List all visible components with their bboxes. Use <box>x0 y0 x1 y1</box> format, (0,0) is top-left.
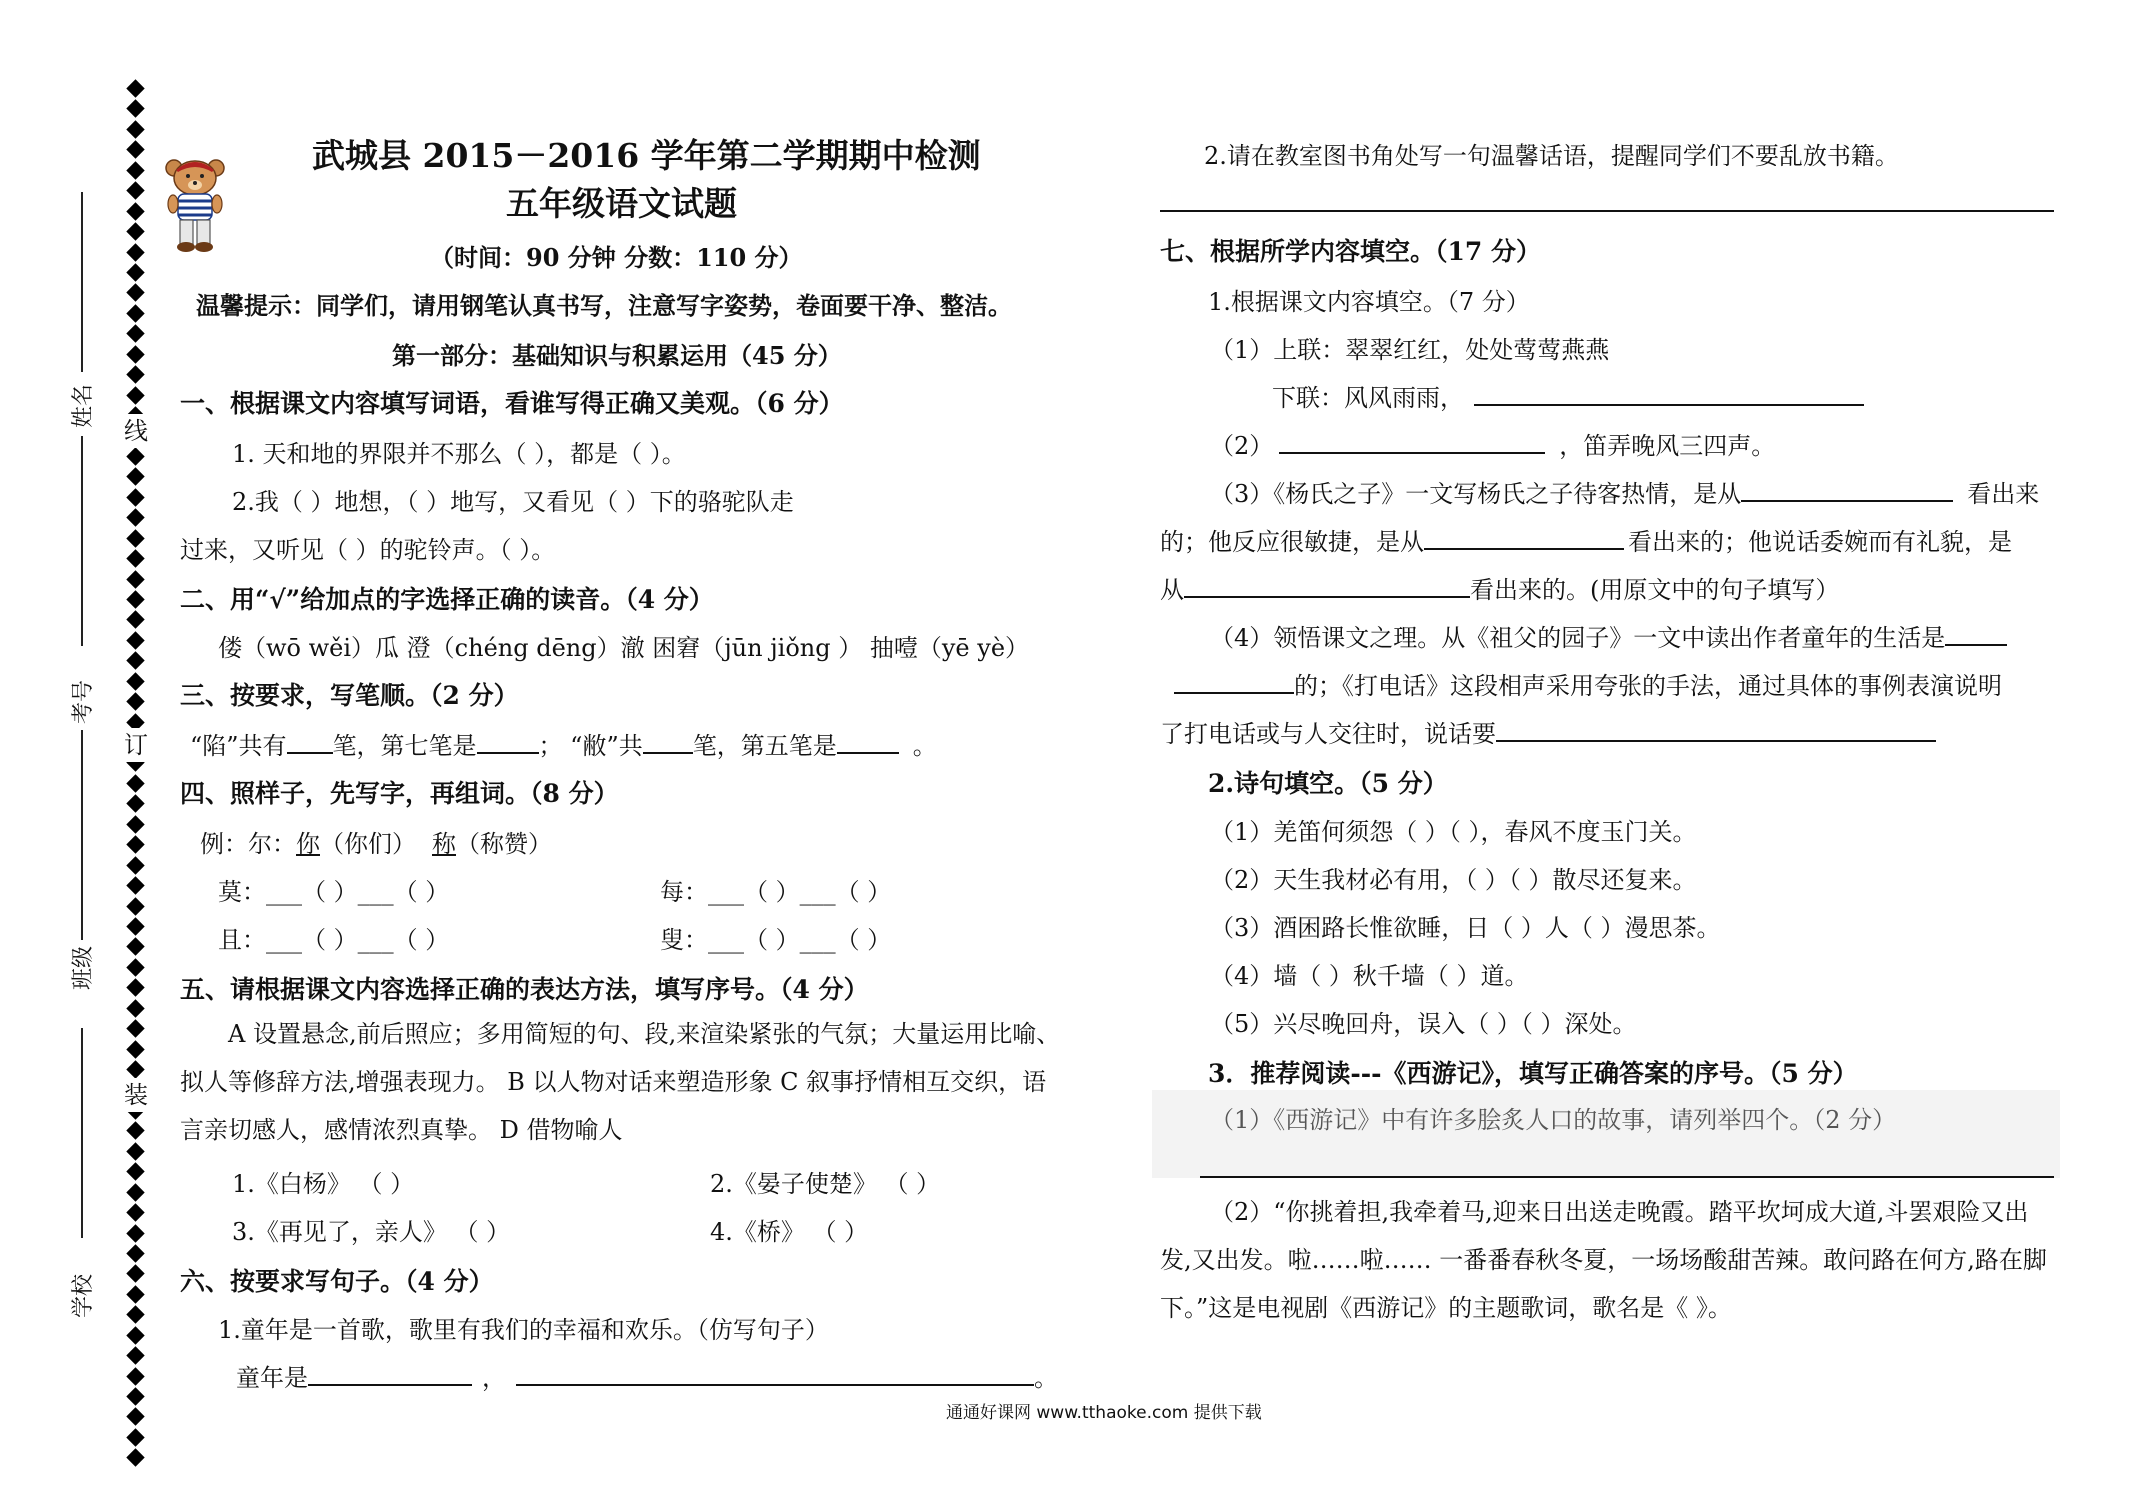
yang-text-5: 从 <box>1160 576 1184 604</box>
couplet-lower-label: 下联：风风雨雨， <box>1272 384 1464 412</box>
journey-q1: （1）《西游记》中有许多脍炙人口的故事，请列举四个。（2 分） <box>1210 1106 1897 1134</box>
yang-text-6: 看出来的。(用原文中的句子填写） <box>1470 576 1840 604</box>
border-diamond <box>126 100 144 118</box>
yang-q-text: （3）《杨氏之子》一文写杨氏之子待客热情，是从 <box>1210 480 1742 508</box>
border-diamond <box>126 1040 144 1058</box>
yang-line-2 <box>1160 522 2012 557</box>
border-diamond <box>126 1306 144 1324</box>
poem-fill-4: （4）墙（ ）秋千墙（ ）道。 <box>1210 962 1529 990</box>
stroke-count-blank-2[interactable] <box>643 728 693 754</box>
poem-fill-1: （1）羌笛何须怨（ ）（ ），春风不度玉门关。 <box>1210 818 1697 846</box>
name-line <box>81 192 83 372</box>
border-diamond <box>126 692 144 710</box>
section3-title: 三、按要求，写笔顺。（2 分） <box>180 681 519 710</box>
border-diamond <box>126 488 144 506</box>
section3-stroke-line <box>190 726 937 761</box>
section6-title: 六、按要求写句子。（4 分） <box>180 1267 494 1296</box>
border-diamond <box>126 1244 144 1262</box>
poem-line-rest: ，笛弄晚风三四声。 <box>1559 432 1776 460</box>
border-diamond <box>126 1183 144 1201</box>
border-diamond <box>126 876 144 894</box>
border-diamond <box>126 181 144 199</box>
border-diamond <box>126 1367 144 1385</box>
border-diamond <box>126 325 144 343</box>
border-diamond <box>126 631 144 649</box>
couplet-upper: （1）上联：翠翠红红，处处莺莺燕燕 <box>1210 336 1610 364</box>
section4-row2-a: 且：___（ ）___（ ） <box>218 926 450 954</box>
section6-q1: 1.童年是一首歌，歌里有我们的幸福和欢乐。（仿写句子） <box>218 1316 829 1344</box>
journey-q1-answer-line[interactable] <box>1200 1176 2054 1178</box>
phone-text: 了打电话或与人交往时，说话要 <box>1160 720 1496 748</box>
stroke-q1-mid: 笔，第七笔是 <box>332 732 477 760</box>
couplet-lower-blank[interactable] <box>1474 380 1864 406</box>
section4-title: 四、照样子，先写字，再组词。（8 分） <box>180 779 619 808</box>
example-word-1: （你们） <box>320 830 416 858</box>
section6-answer-line <box>236 1358 1058 1393</box>
childhood-blank-2[interactable] <box>516 1360 1034 1386</box>
section1-line1: 1. 天和地的界限并不那么（ ），都是（ ）。 <box>232 440 686 468</box>
section4-row1-b: 每：___（ ）___（ ） <box>660 878 892 906</box>
border-diamond <box>126 774 144 792</box>
border-diamond <box>126 917 144 935</box>
section1-title: 一、根据课文内容填写词语，看谁写得正确又美观。（6 分） <box>180 389 844 418</box>
border-diamond <box>126 979 144 997</box>
exam-number-label: 考号 <box>71 679 96 724</box>
border-diamond <box>126 897 144 915</box>
border-diamond <box>126 468 144 486</box>
border-diamond <box>126 243 144 261</box>
border-diamond <box>126 1346 144 1364</box>
example-char-1: 你 <box>296 830 320 858</box>
border-diamond <box>126 672 144 690</box>
yang-blank-3[interactable] <box>1184 572 1470 598</box>
stroke-q1-prefix: “陷”共有 <box>190 732 287 760</box>
garden-text-2: 的；《打电话》这段相声采用夸张的手法，通过具体的事例表演说明 <box>1294 672 2002 700</box>
seventh-stroke-blank[interactable] <box>477 728 539 754</box>
stroke-q2-mid: 笔，第五笔是 <box>692 732 837 760</box>
border-diamond <box>126 304 144 322</box>
section4-row1-a: 莫：___（ ）___（ ） <box>218 878 450 906</box>
name-label: 姓名 <box>71 383 96 428</box>
school-line <box>81 1028 83 1238</box>
section4-example <box>200 824 552 859</box>
section5-item2: 2.《晏子使楚》 （ ） <box>710 1170 941 1198</box>
border-diamond <box>126 1449 144 1467</box>
border-diamond <box>126 1060 144 1078</box>
section7-title: 七、根据所学内容填空。（17 分） <box>1160 237 1541 266</box>
time-score-info: （时间：90 分钟 分数：110 分） <box>430 243 803 272</box>
childhood-comma: ， <box>482 1364 506 1392</box>
journey-q2: （2）“你挑着担,我牵着马,迎来日出送走晚霞。踏平坎坷成大道,斗罢艰险又出发,又出发。啦……啦…… 一番番春秋冬夏，一场场酸甜苦辣。敢问路在何方,路在脚下。”这是电视剧《西游记》的主题歌词，歌名是《 》。 <box>1160 1198 2047 1322</box>
stroke-count-blank-1[interactable] <box>287 728 333 754</box>
class-label: 班级 <box>71 945 96 990</box>
border-diamond <box>126 345 144 363</box>
border-diamond <box>126 222 144 240</box>
garden-blank-1[interactable] <box>1945 620 2007 646</box>
border-diamond <box>126 611 144 629</box>
border-diamond <box>126 856 144 874</box>
yang-line-3 <box>1160 570 1839 605</box>
border-diamond <box>126 141 144 159</box>
section7-q3: 3．推荐阅读---《西游记》，填写正确答案的序号。（5 分） <box>1208 1059 1858 1088</box>
fifth-stroke-blank[interactable] <box>837 728 899 754</box>
class-line <box>81 730 83 940</box>
section4-row2-b: 叟：___（ ）___（ ） <box>660 926 892 954</box>
section7-q1: 1.根据课文内容填空。（7 分） <box>1208 288 1530 316</box>
bear-mascot-image <box>160 156 232 256</box>
border-diamond <box>126 590 144 608</box>
part1-heading: 第一部分：基础知识与积累运用（45 分） <box>392 341 842 370</box>
yang-blank-2[interactable] <box>1424 524 1624 550</box>
border-diamond <box>126 202 144 220</box>
border-diamond <box>126 1285 144 1303</box>
border-diamond <box>126 161 144 179</box>
border-diamond <box>126 1162 144 1180</box>
border-diamond <box>126 1203 144 1221</box>
stroke-q2-prefix: ； “敝”共 <box>538 732 643 760</box>
border-diamond <box>126 386 144 404</box>
border-diamond <box>126 1387 144 1405</box>
border-diamond <box>126 1326 144 1344</box>
border-diamond <box>126 795 144 813</box>
phone-blank[interactable] <box>1496 716 1936 742</box>
border-diamond <box>126 570 144 588</box>
poem-fill-5: （5）兴尽晚回舟，误入（ ）（ ）深处。 <box>1210 1010 1637 1038</box>
section2-title: 二、用“√”给加点的字选择正确的读音。（4 分） <box>180 585 714 614</box>
border-diamond <box>126 938 144 956</box>
section1-line3: 过来，又听见（ ）的驼铃声。（ ）。 <box>180 536 556 564</box>
childhood-end: 。 <box>1034 1364 1058 1392</box>
border-diamond <box>126 120 144 138</box>
garden-blank-2[interactable] <box>1174 668 1294 694</box>
warm-tip: 温馨提示：同学们，请用钢笔认真书写，注意写字姿势，卷面要干净、整洁。 <box>196 291 1012 320</box>
bind-mark-line: 线 <box>124 414 148 448</box>
binding-diamond-border <box>128 82 144 1472</box>
school-label: 学校 <box>71 1273 96 1318</box>
section5-options-text: A 设置悬念,前后照应；多用简短的句、段,来渲染紧张的气氛；大量运用比喻、拟人等修辞方法,增强表现力。 B 以人物对话来塑造形象 C 叙事抒情相互交织，语言亲切感人，感情浓烈真挚。 D 借物喻人 <box>180 1020 1061 1144</box>
section5-title: 五、请根据课文内容选择正确的表达方法，填写序号。（4 分） <box>180 975 869 1004</box>
border-diamond <box>126 815 144 833</box>
border-diamond <box>126 263 144 281</box>
bind-mark-staple: 订 <box>124 728 148 762</box>
border-diamond <box>126 284 144 302</box>
border-diamond <box>126 835 144 853</box>
border-diamond <box>126 365 144 383</box>
border-diamond <box>126 1265 144 1283</box>
garden-text-1: （4）领悟课文之理。从《祖父的园子》一文中读出作者童年的生活是 <box>1210 624 1946 652</box>
item2-label: （2） <box>1210 432 1274 460</box>
section5-item3: 3.《再见了，亲人》 （ ） <box>232 1218 511 1246</box>
childhood-blank-1[interactable] <box>308 1360 472 1386</box>
exam-subtitle: 五年级语文试题 <box>506 184 737 223</box>
border-diamond <box>126 549 144 567</box>
poem-fill-3: （3）酒困路长惟欲睡，日（ ）人（ ）漫思茶。 <box>1210 914 1721 942</box>
border-diamond <box>126 958 144 976</box>
stroke-end: 。 <box>912 732 937 760</box>
poem-fill-2: （2）天生我材必有用，（ ）（ ）散尽还复来。 <box>1210 866 1697 894</box>
example-char-2: 称 <box>432 830 456 858</box>
border-diamond <box>126 1019 144 1037</box>
poem-line-blank[interactable] <box>1279 428 1545 454</box>
yang-text-3: 的；他反应很敏捷，是从 <box>1160 528 1424 556</box>
couplet-lower-line <box>1272 378 1864 413</box>
example-word-2: （称赞） <box>456 830 552 858</box>
border-diamond <box>126 1122 144 1140</box>
section7-q2: 2.诗句填空。（5 分） <box>1208 769 1448 798</box>
poem-line-2 <box>1210 426 1775 461</box>
border-diamond <box>126 1224 144 1242</box>
border-diamond <box>126 1428 144 1446</box>
border-diamond <box>126 652 144 670</box>
section5-item1: 1.《白杨》 （ ） <box>232 1170 415 1198</box>
exam-title: 武城县 2015－2016 学年第二学期期中检测 <box>312 136 981 175</box>
border-diamond <box>126 1408 144 1426</box>
section1-line2: 2.我（ ）地想，（ ）地写，又看见（ ）下的骆驼队走 <box>232 488 794 516</box>
section5-item4: 4.《桥》 （ ） <box>710 1218 869 1246</box>
border-diamond <box>126 1142 144 1160</box>
border-diamond <box>126 447 144 465</box>
example-label: 例：尔： <box>200 830 296 858</box>
bind-mark-bind: 装 <box>124 1078 148 1112</box>
yang-blank-1[interactable] <box>1741 476 1953 502</box>
yang-text-4: 看出来的；他说话委婉而有礼貌，是 <box>1628 528 2012 556</box>
yang-line-1 <box>1210 474 2039 509</box>
name-line-2 <box>81 436 83 646</box>
garden-line-2 <box>1174 666 2002 701</box>
phone-line <box>1160 714 1936 749</box>
border-diamond <box>126 529 144 547</box>
garden-line-1 <box>1210 618 2007 653</box>
section6-q2-answer-line[interactable] <box>1160 210 2054 212</box>
section2-pinyin-line: 偻（wō wěi）瓜 澄（chéng dēng）澈 困窘（jūn jiǒng ） 抽噎（yē yè） <box>218 634 1030 662</box>
section6-q2: 2.请在教室图书角处写一句温馨话语，提醒同学们不要乱放书籍。 <box>1204 142 1899 170</box>
border-diamond <box>126 999 144 1017</box>
yang-text-2: 看出来 <box>1967 480 2040 508</box>
childhood-prefix: 童年是 <box>236 1364 308 1392</box>
footer-source: 通通好课网 www.tthaoke.com 提供下载 <box>946 1403 1262 1423</box>
border-diamond <box>126 79 144 97</box>
border-diamond <box>126 508 144 526</box>
